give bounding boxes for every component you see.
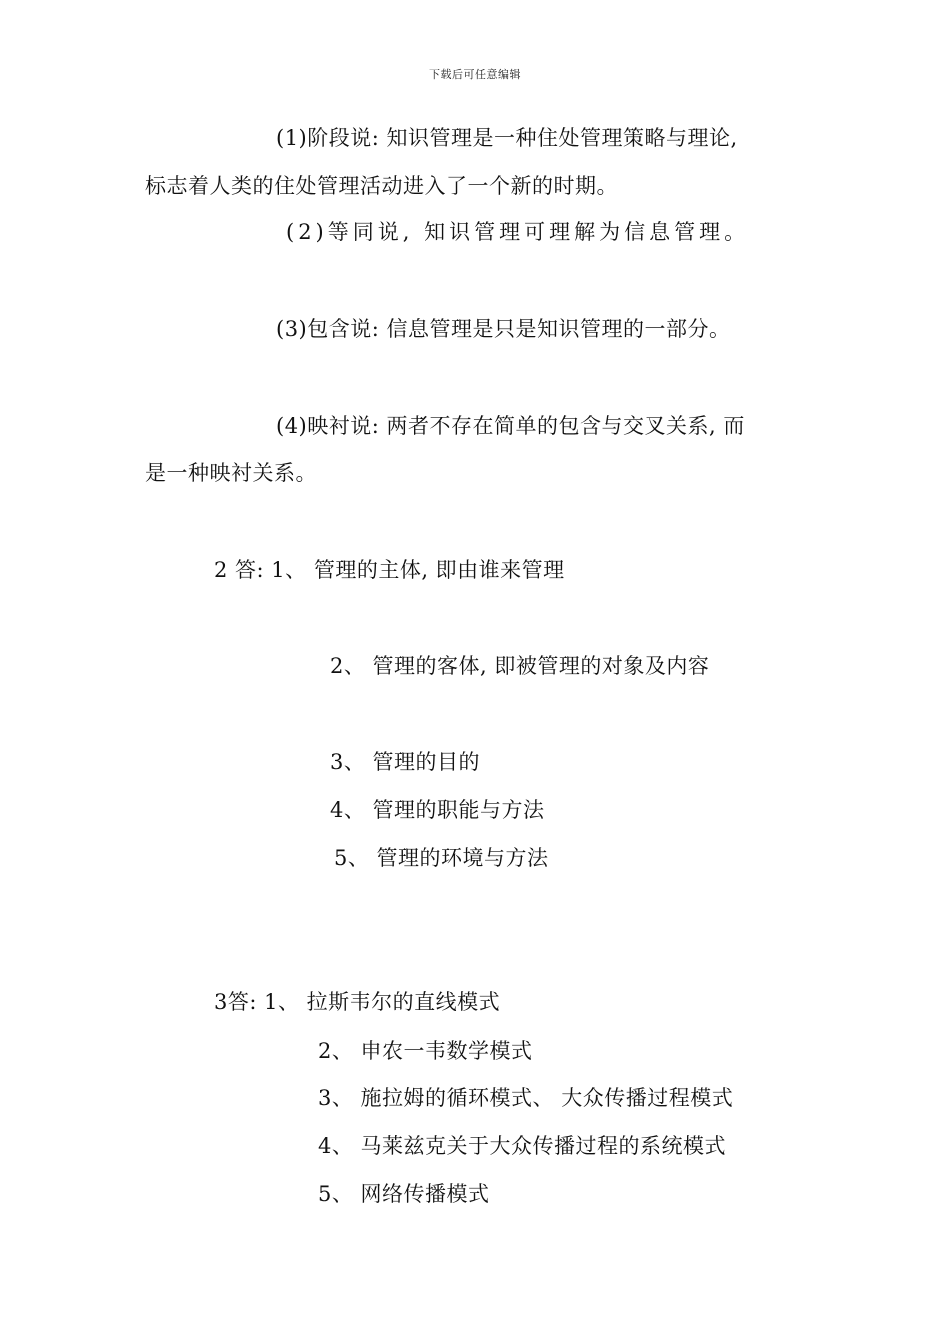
answer2-item: 2、 管理的客体, 即被管理的对象及内容	[330, 654, 710, 678]
answer3-item: 4、 马莱兹克关于大众传播过程的系统模式	[318, 1134, 727, 1158]
page-header: 下载后可任意编辑	[429, 68, 521, 81]
answer3-item: 2、 申农一韦数学模式	[318, 1039, 533, 1063]
item4-line2: 是一种映衬关系。	[145, 461, 317, 485]
answer2-item: 4、 管理的职能与方法	[330, 798, 545, 822]
item1-line1: (1)阶段说: 知识管理是一种住处管理策略与理论,	[276, 126, 738, 150]
item1-line2: 标志着人类的住处管理活动进入了一个新的时期。	[145, 174, 618, 198]
item2-text: (2)等同说, 知识管理可理解为信息管理。	[286, 220, 750, 244]
item3-text: (3)包含说: 信息管理是只是知识管理的一部分。	[276, 317, 731, 341]
answer3-item: 5、 网络传播模式	[318, 1182, 490, 1206]
answer2-lead: 2 答: 1、 管理的主体, 即由谁来管理	[214, 558, 565, 582]
item4-line1: (4)映衬说: 两者不存在简单的包含与交叉关系, 而	[276, 414, 745, 438]
answer2-item: 3、 管理的目的	[330, 750, 481, 774]
answer3-item: 3、 施拉姆的循环模式、 大众传播过程模式	[318, 1086, 734, 1110]
answer2-item: 5、 管理的环境与方法	[334, 846, 549, 870]
answer3-lead: 3答: 1、 拉斯韦尔的直线模式	[214, 990, 501, 1014]
